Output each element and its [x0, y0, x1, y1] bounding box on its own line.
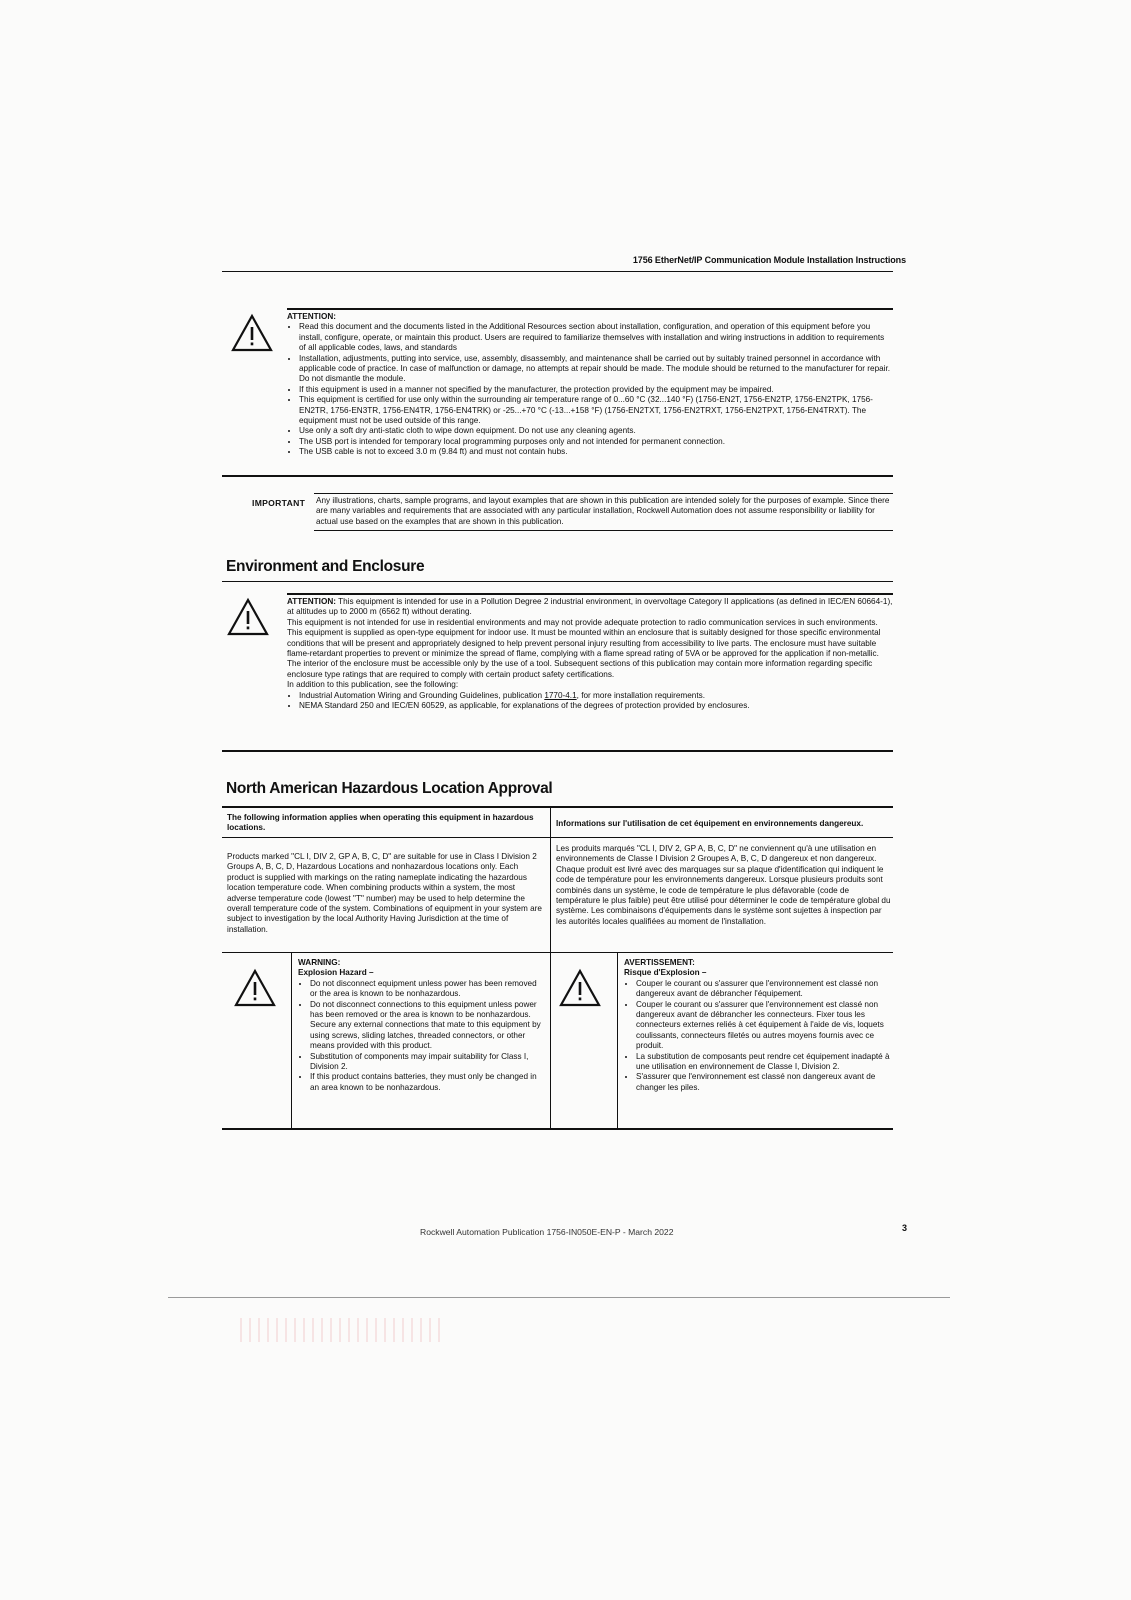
hazardous-top-rule	[222, 806, 893, 808]
environment-attention-label: ATTENTION:	[287, 597, 336, 606]
list-item: • Do not disconnect equipment unless power has been removed or the area is known to be nonhazardous.	[310, 979, 546, 1000]
list-item: • The USB cable is not to exceed 3.0 m (9.84 ft) and must not contain hubs.	[299, 447, 893, 457]
list-item: • La substitution de composants peut rendre cet équipement inadapté à une utilisation en environnement de Classe I, Division 2.	[636, 1052, 892, 1073]
list-item: • The USB port is intended for temporary local programming purposes only and not intended for permanent connection.	[299, 437, 893, 447]
warning-title: Explosion Hazard –	[298, 968, 374, 978]
environment-list	[287, 691, 893, 712]
attention-list	[287, 322, 893, 457]
list-item: • Read this document and the documents listed in the Additional Resources section about installation, configuration, and operation of this equipment before you install, configure, operate, or maintain this product. Users are required to familiarize themselves with installation and wiring instructions in addition to requirements of all applicable codes, laws, and standards	[299, 322, 893, 353]
hazardous-bottom-rule	[222, 1128, 893, 1130]
page-number: 3	[902, 1223, 908, 1233]
environment-p3: This equipment is supplied as open-type equipment for indoor use. It must be mounted within an enclosure that is suitably designed for those specific environmental conditions that will be present and appropriately designed to help prevent personal injury resulting from accessibility to live parts. The enclosure must have suitable flame-retardant properties to prevent or minimize the spread of flame, complying with a flame spread rating of 5VA or be approved for the application if non-metallic. The interior of the enclosure must be accessible only by the use of a tool. Subsequent sections of this publication may contain more information regarding specific enclosure type ratings that are required to comply with certain product safety certifications.	[287, 628, 881, 679]
list-item: • Do not disconnect connections to this equipment unless power has been removed or the area is known to be nonhazardous. Secure any external connections that mate to this equipment by using screws, sliding latches, threaded connectors, or other means provided with this product.	[310, 1000, 546, 1052]
column-divider	[550, 807, 551, 1128]
list-item: • This equipment is certified for use only within the surrounding air temperature range of 0...60 °C (32...140 °F) (1756-EN2T, 1756-EN2TP, 1756-EN2TPK, 1756-EN2TR, 1756-EN3TR, 1756-EN4TR, 1756-EN4TRK) or -25...+70 °C (-13...+158 °F) (1756-EN2TXT, 1756-EN2TRXT, 1756-EN2TPXT, 1756-EN4TRXT). The equipment must not be used outside of this range.	[299, 395, 893, 426]
attention-bottom-rule	[222, 475, 893, 477]
warning-list	[298, 979, 546, 1093]
warning-triangle-icon	[226, 597, 270, 637]
warning-triangle-icon	[230, 313, 274, 353]
hazardous-header-rule	[222, 837, 893, 838]
warning-triangle-icon	[558, 968, 602, 1008]
attention-label: ATTENTION:	[287, 312, 336, 321]
hazardous-right-body: Les produits marqués "CL I, DIV 2, GP A, B, C, D" ne conviennent qu'à une utilisation en environnements de Classe I Division 2 Groupes A, B, C, D dangereux et non dangereux. Chaque produit est livré avec des marquages sur sa plaque d'identification qui indiquent le code de température pour les environnements dangereux. Lorsque plusieurs produits sont combinés dans un système, le code de température le plus défavorable (code de température le plus faible) peut être utilisé pour déterminer le code de température global du système. Les combinaisons d'équipements dans le système sont sujettes à inspection par les autorités locales qualifiées au moment de l'installation.	[556, 844, 891, 926]
list-item-text: Industrial Automation Wiring and Grounding Guidelines, publication	[299, 690, 545, 700]
avertissement-list	[624, 979, 892, 1093]
hazardous-left-body: Products marked "CL I, DIV 2, GP A, B, C, D" are suitable for use in Class I Division 2 Groups A, B, C, D, Hazardous Locations and nonhazardous locations only. Each product is supplied with markings on the rating nameplate indicating the hazardous location temperature code. When combining products within a system, the most adverse temperature code (lowest "T" number) may be used to help determine the overall temperature code of the system. Combinations of equipment in your system are subject to investigation by the local Authority Having Jurisdiction at the time of installation.	[227, 852, 542, 934]
important-label: IMPORTANT	[252, 498, 306, 508]
hazardous-body-rule	[222, 952, 893, 953]
environment-bottom-rule	[222, 750, 893, 752]
important-text: Any illustrations, charts, sample programs, and layout examples that are shown in this publication are intended solely for the purposes of example. Since there are many variables and requirements that are associated with any particular installation, Rockwell Automation does not assume responsibility or liability for actual use based on the examples that are shown in this publication.	[316, 496, 890, 526]
list-item: • S'assurer que l'environnement est classé non dangereux avant de changer les piles.	[636, 1072, 892, 1093]
attention-top-rule	[287, 308, 893, 310]
list-item: • If this product contains batteries, they must only be changed in an area known to be nonhazardous.	[310, 1072, 546, 1093]
warning-block	[298, 958, 546, 1093]
list-item: • Use only a soft dry anti-static cloth to wipe down equipment. Do not use any cleaning agents.	[299, 426, 893, 436]
footer-publication: Rockwell Automation Publication 1756-IN050E-EN-P - March 2022	[420, 1227, 674, 1237]
list-item: • Couper le courant ou s'assurer que l'environnement est classé non dangereux avant de débrancher les connecteurs. Fixer tous les connecteurs externes reliés à cet équipement à l'aide de vis, loquets coulissants, connecteurs filetés ou autres moyens fournis avec ce produit.	[636, 1000, 892, 1052]
important-top-rule	[314, 493, 893, 494]
hazardous-right-header: Informations sur l'utilisation de cet équipement en environnements dangereux.	[556, 819, 864, 828]
avertissement-cell-divider	[617, 953, 618, 1128]
header-rule	[222, 271, 893, 272]
environment-p2: This equipment is not intended for use in residential environments and may not provide adequate protection to radio communication services in such environments.	[287, 617, 878, 627]
list-item-text: , for more installation requirements.	[576, 690, 705, 700]
important-bottom-rule	[314, 530, 893, 531]
hazardous-left-header: The following information applies when operating this equipment in hazardous locations.	[227, 813, 534, 833]
environment-rule	[222, 581, 893, 582]
scan-edge-line	[168, 1297, 950, 1298]
header-title: 1756 EtherNet/IP Communication Module Installation Instructions	[632, 255, 906, 265]
section-heading-environment: Environment and Enclosure	[226, 558, 425, 575]
attention-block	[287, 312, 893, 458]
environment-p1: This equipment is intended for use in a Pollution Degree 2 industrial environment, in overvoltage Category II applications (as defined in IEC/EN 60664-1), at altitudes up to 2000 m (6562 ft) without derating.	[287, 597, 893, 617]
list-item: • If this equipment is used in a manner not specified by the manufacturer, the protection provided by the equipment may be impaired.	[299, 385, 893, 395]
publication-link[interactable]: 1770-4.1	[544, 690, 577, 700]
warning-label: WARNING:	[298, 958, 341, 967]
environment-block	[287, 597, 893, 711]
environment-top-rule	[287, 593, 893, 595]
list-item	[299, 691, 893, 701]
list-item: • Substitution of components may impair suitability for Class I, Division 2.	[310, 1052, 546, 1073]
list-item: • Installation, adjustments, putting into service, use, assembly, disassembly, and maintenance shall be carried out by suitably trained personnel in accordance with applicable code of practice. In case of malfunction or damage, no attempts at repair should be made. The module should be returned to the manufacturer for repair. Do not dismantle the module.	[299, 354, 893, 385]
section-heading-hazardous: North American Hazardous Location Approval	[226, 780, 553, 797]
list-item: • Couper le courant ou s'assurer que l'environnement est classé non dangereux avant de débrancher l'équipement.	[636, 979, 892, 1000]
avertissement-block	[624, 958, 892, 1093]
list-item: • NEMA Standard 250 and IEC/EN 60529, as applicable, for explanations of the degrees of protection provided by enclosures.	[299, 701, 893, 711]
environment-p4: In addition to this publication, see the following:	[287, 680, 459, 690]
warning-triangle-icon	[233, 968, 277, 1008]
scan-stain	[240, 1318, 440, 1342]
warning-cell-divider	[291, 953, 292, 1128]
avertissement-label: AVERTISSEMENT:	[624, 958, 695, 967]
avertissement-title: Risque d'Explosion –	[624, 968, 707, 978]
